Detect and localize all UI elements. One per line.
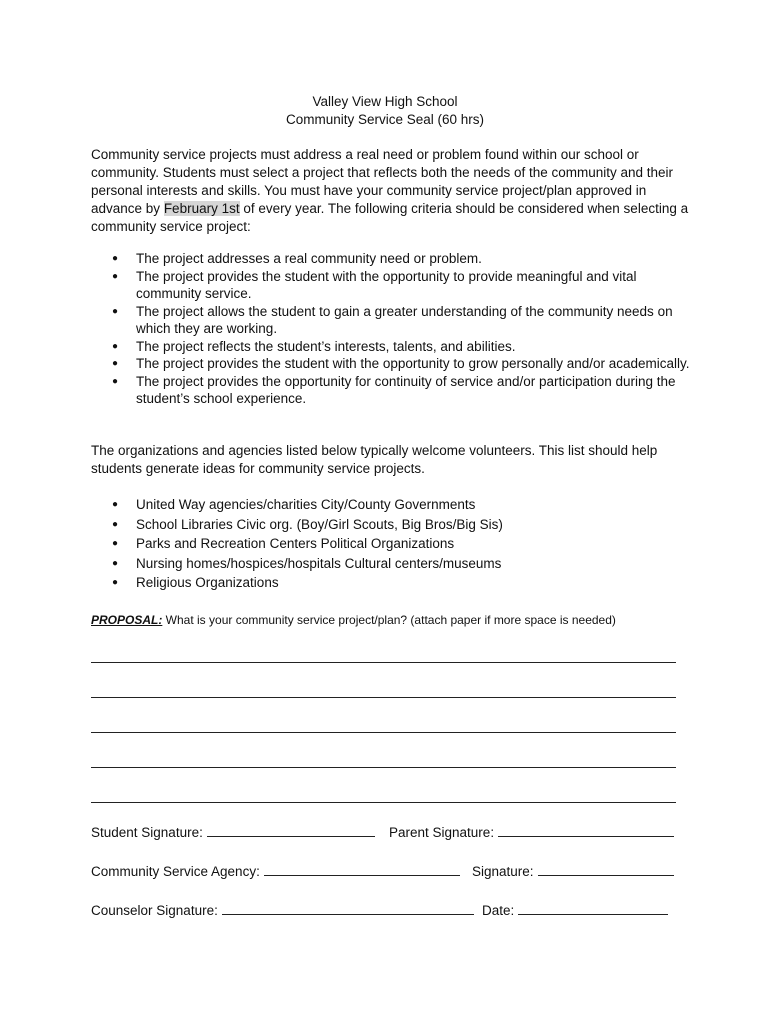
student-signature-field xyxy=(91,824,375,840)
list-item: ● United Way agencies/charities City/County Governments xyxy=(91,495,691,515)
agency-label: Community Service Agency: xyxy=(91,864,260,879)
list-item: ● The project reflects the student’s interests, talents, and abilities. xyxy=(91,338,691,356)
criteria-list xyxy=(91,250,691,408)
list-item: ● The project provides the opportunity for continuity of service and/or participation during the student’s school experience. xyxy=(91,373,691,408)
agency-field xyxy=(91,863,460,879)
parent-signature-field xyxy=(389,824,674,840)
proposal-label: PROPOSAL: xyxy=(91,613,163,627)
proposal-blank-line[interactable] xyxy=(91,767,676,768)
proposal-prompt xyxy=(91,613,691,627)
school-name: Valley View High School xyxy=(312,94,458,109)
counselor-signature-label: Counselor Signature: xyxy=(91,903,218,918)
organizations-intro: The organizations and agencies listed below typically welcome volunteers. This list should help students generate ideas for community service projects. xyxy=(91,443,658,476)
agency-signature-line[interactable] xyxy=(538,863,674,876)
list-item: ● Parks and Recreation Centers Political Organizations xyxy=(91,534,691,554)
student-signature-line[interactable] xyxy=(207,824,375,837)
proposal-blank-line[interactable] xyxy=(91,662,676,663)
intro-text-1: Community service projects must address a real need or problem found within our school or community. Students must select a project that reflects both the needs of the community and their personal interests and skills. You must have your community service project/plan approved in advance by xyxy=(91,147,674,216)
list-item: ● The project addresses a real community need or problem. xyxy=(91,250,691,268)
list-item: ● The project provides the student with the opportunity to grow personally and/or academically. xyxy=(91,355,691,373)
parent-signature-line[interactable] xyxy=(498,824,674,837)
deadline-highlight: February 1st xyxy=(163,201,240,216)
list-item: ● Religious Organizations xyxy=(91,573,691,593)
list-item: ● Nursing homes/hospices/hospitals Cultural centers/museums xyxy=(91,554,691,574)
proposal-blank-line[interactable] xyxy=(91,802,676,803)
student-signature-label: Student Signature: xyxy=(91,825,203,840)
date-label: Date: xyxy=(482,903,515,918)
proposal-blank-line[interactable] xyxy=(91,732,676,733)
list-item: ● The project allows the student to gain a greater understanding of the community needs on which they are working. xyxy=(91,303,691,338)
proposal-question: What is your community service project/plan? (attach paper if more space is needed) xyxy=(162,613,616,627)
date-field xyxy=(482,902,668,918)
parent-signature-label: Parent Signature: xyxy=(389,825,495,840)
list-item: ● The project provides the student with the opportunity to provide meaningful and vital community service. xyxy=(91,268,691,303)
intro-text-2: of every year. The following criteria should be considered when selecting a community service project: xyxy=(91,201,689,234)
date-line[interactable] xyxy=(518,902,668,915)
list-item: ● School Libraries Civic org. (Boy/Girl Scouts, Big Bros/Big Sis) xyxy=(91,515,691,535)
proposal-blank-line[interactable] xyxy=(91,697,676,698)
agency-signature-field xyxy=(472,863,674,879)
document-title: Community Service Seal (60 hrs) xyxy=(285,112,485,127)
intro-paragraph xyxy=(91,146,691,236)
agency-line[interactable] xyxy=(264,863,460,876)
counselor-signature-field xyxy=(91,902,474,918)
agency-signature-label: Signature: xyxy=(472,864,534,879)
organizations-list xyxy=(91,495,691,593)
counselor-signature-line[interactable] xyxy=(222,902,474,915)
